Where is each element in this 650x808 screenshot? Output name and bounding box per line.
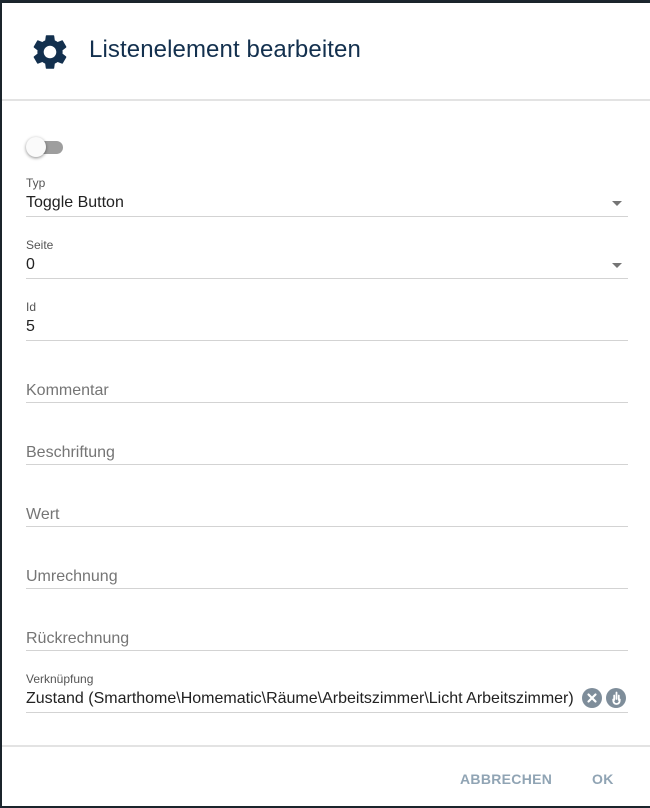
beschriftung-placeholder: Beschriftung <box>26 444 115 461</box>
rueckrechnung-placeholder: Rückrechnung <box>26 630 130 647</box>
beschriftung-field[interactable] <box>26 424 628 466</box>
kommentar-underline <box>26 402 628 403</box>
ok-button[interactable]: OK <box>592 771 614 787</box>
id-label: Id <box>26 300 37 314</box>
chevron-down-icon <box>612 263 622 268</box>
seite-label: Seite <box>26 238 54 252</box>
verknuepfung-underline <box>26 712 628 713</box>
enable-toggle[interactable] <box>26 134 66 160</box>
wert-placeholder: Wert <box>26 506 60 523</box>
cancel-button[interactable]: ABBRECHEN <box>460 771 553 787</box>
dialog-footer <box>2 745 650 808</box>
id-field[interactable] <box>26 300 628 342</box>
id-underline <box>26 340 628 341</box>
verknuepfung-value: Zustand (Smarthome\Homematic\Räume\Arbeitszimmer\Licht Arbeitszimmer) <box>26 690 574 707</box>
id-value: 5 <box>26 318 35 335</box>
seite-underline <box>26 278 628 279</box>
umrechnung-placeholder: Umrechnung <box>26 568 118 585</box>
edit-list-item-dialog <box>2 3 650 806</box>
typ-select[interactable] <box>26 176 628 218</box>
kommentar-placeholder: Kommentar <box>26 382 109 399</box>
umrechnung-field[interactable] <box>26 548 628 590</box>
wert-underline <box>26 526 628 527</box>
umrechnung-underline <box>26 588 628 589</box>
dialog-header <box>2 3 650 101</box>
rueckrechnung-field[interactable] <box>26 610 628 652</box>
typ-label: Typ <box>26 176 46 190</box>
seite-value: 0 <box>26 256 35 273</box>
toggle-thumb <box>26 137 46 157</box>
dialog-title: Listenelement bearbeiten <box>89 36 361 63</box>
verknuepfung-field[interactable] <box>26 672 628 714</box>
gear-icon <box>29 31 71 73</box>
verknuepfung-label: Verknüpfung <box>26 672 94 686</box>
typ-value: Toggle Button <box>26 194 124 211</box>
chevron-down-icon <box>612 201 622 206</box>
select-object-icon[interactable] <box>606 688 626 708</box>
typ-underline <box>26 216 628 217</box>
wert-field[interactable] <box>26 486 628 528</box>
seite-select[interactable] <box>26 238 628 280</box>
kommentar-field[interactable] <box>26 362 628 404</box>
beschriftung-underline <box>26 464 628 465</box>
clear-icon[interactable] <box>582 688 602 708</box>
rueckrechnung-underline <box>26 650 628 651</box>
